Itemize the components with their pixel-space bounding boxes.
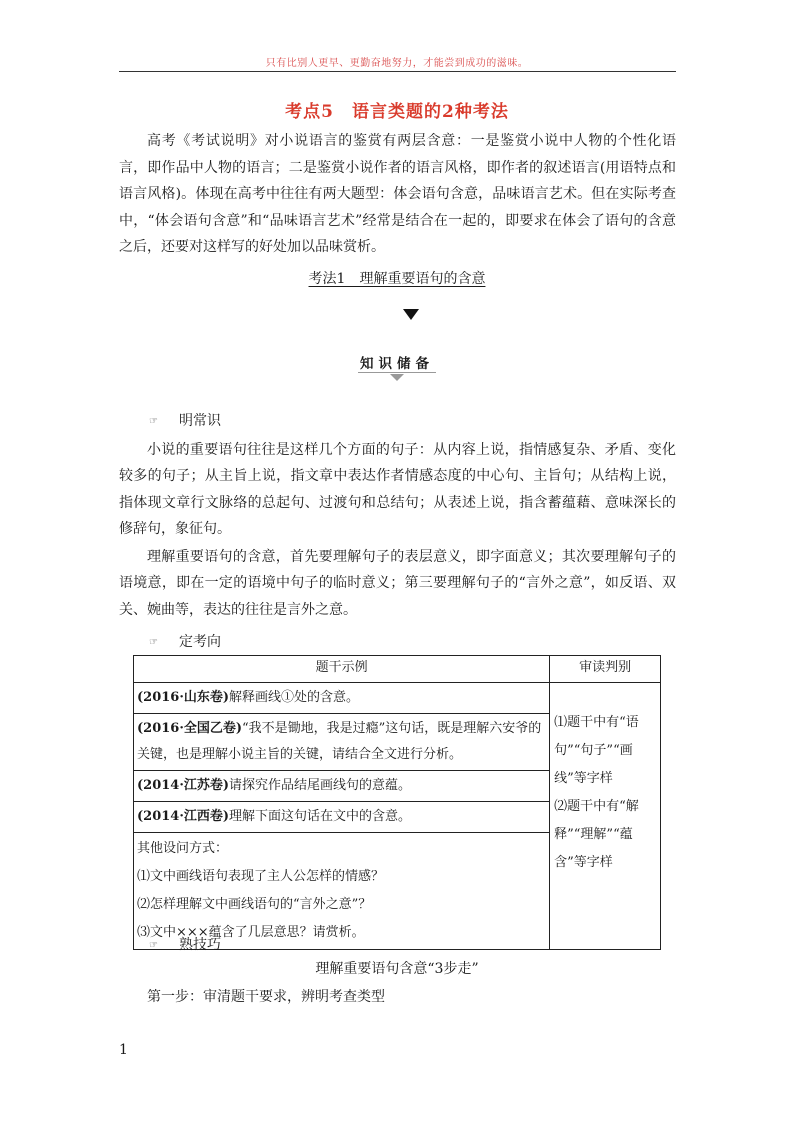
subsection-label: 明常识 <box>179 413 221 429</box>
other-question-item: ⑶文中×××蕴含了几层意思？请赏析。 <box>137 925 365 940</box>
method-heading <box>0 268 794 288</box>
exam-direction-table <box>133 655 661 950</box>
table-cell <box>134 714 550 771</box>
table-header: 审读判别 <box>550 656 661 683</box>
body-paragraph: 小说的重要语句往往是这样几个方面的句子：从内容上说，指情感复杂、矛盾、变化较多的句子；从主旨上说，指文章中表达作者情感态度的中心句、主旨句；从结构上说，指体现文章行文脉络的总起句、过渡句和总结句；从表述上说，指含蓄蕴藉、意味深长的修辞句，象征句。 <box>119 442 676 537</box>
judgement-cell: ⑴题干中有“语句”“句子”“画线”等字样 ⑵题干中有“解释”“理解”“蕴含”等字样 <box>550 683 661 950</box>
subsection-label: 定考向 <box>179 634 221 650</box>
subsection-label: 熟技巧 <box>179 937 221 953</box>
pointing-hand-icon: ☞ <box>149 415 158 427</box>
table-cell <box>134 683 550 714</box>
exam-question: 请探究作品结尾画线句的意蕴。 <box>229 778 412 793</box>
badge-triangle-icon <box>390 374 404 381</box>
other-question-item: ⑵怎样理解文中画线语句的“言外之意”？ <box>137 897 372 912</box>
other-questions-title: 其他设问方式： <box>137 841 229 856</box>
page-title: 考点5 语言类题的2种考法 <box>285 102 509 122</box>
method-heading-text: 考法1 理解重要语句的含意 <box>308 271 486 287</box>
other-question-item: ⑴文中画线语句表现了主人公怎样的情感？ <box>137 869 385 884</box>
table-header: 题干示例 <box>134 656 550 683</box>
section-badge: 知识储备 <box>360 356 434 372</box>
steps-title: 理解重要语句含意“3步走” <box>315 961 479 977</box>
other-questions-cell <box>134 833 550 950</box>
badge-underline <box>358 372 436 373</box>
exam-question: 解释画线①处的含意。 <box>229 690 360 705</box>
subsection-skills <box>149 934 221 954</box>
down-triangle-icon <box>403 309 419 320</box>
page-number: 1 <box>119 1042 128 1058</box>
pointing-hand-icon: ☞ <box>149 939 158 951</box>
exam-source: (2016·山东卷) <box>137 690 230 705</box>
exam-source: (2014·江西卷) <box>137 809 230 824</box>
exam-question: “我不是锄地，我是过瘾”这句话，既是理解六安爷的关键，也是理解小说主旨的关键，请结合全文进行分析。 <box>137 721 542 762</box>
header-motto: 只有比别人更早、更勤奋地努力，才能尝到成功的滋味。 <box>265 58 529 69</box>
subsection-exam-direction <box>149 631 221 651</box>
exam-question: 理解下面这句话在文中的含意。 <box>229 809 412 824</box>
intro-paragraph: 高考《考试说明》对小说语言的鉴赏有两层含意：一是鉴赏小说中人物的个性化语言，即作品中人物的语言；二是鉴赏小说作者的语言风格，即作者的叙述语言(用语特点和语言风格)。体现在高考中往往有两大题型：体会语句含意，品味语言艺术。但在实际考查中，“体会语句含意”和“品味语言艺术”经常是结合在一起的，即要求在体会了语句的含意之后，还要对这样写的好处加以品味赏析。 <box>119 133 676 255</box>
step-one: 第一步：审清题干要求，辨明考查类型 <box>147 989 385 1005</box>
body-paragraph: 理解重要语句的含意，首先要理解句子的表层意义，即字面意义；其次要理解句子的语境意，即在一定的语境中句子的临时意义；第三要理解句子的“言外之意”，如反语、双关、婉曲等，表达的往往是言外之意。 <box>119 549 676 618</box>
table-cell <box>134 802 550 833</box>
subsection-common-sense <box>149 410 221 430</box>
exam-source: (2014·江苏卷) <box>137 778 230 793</box>
table-row <box>134 683 661 714</box>
table-cell <box>134 771 550 802</box>
exam-source: (2016·全国乙卷) <box>137 721 243 736</box>
header-divider <box>119 71 676 72</box>
pointing-hand-icon: ☞ <box>149 636 158 648</box>
